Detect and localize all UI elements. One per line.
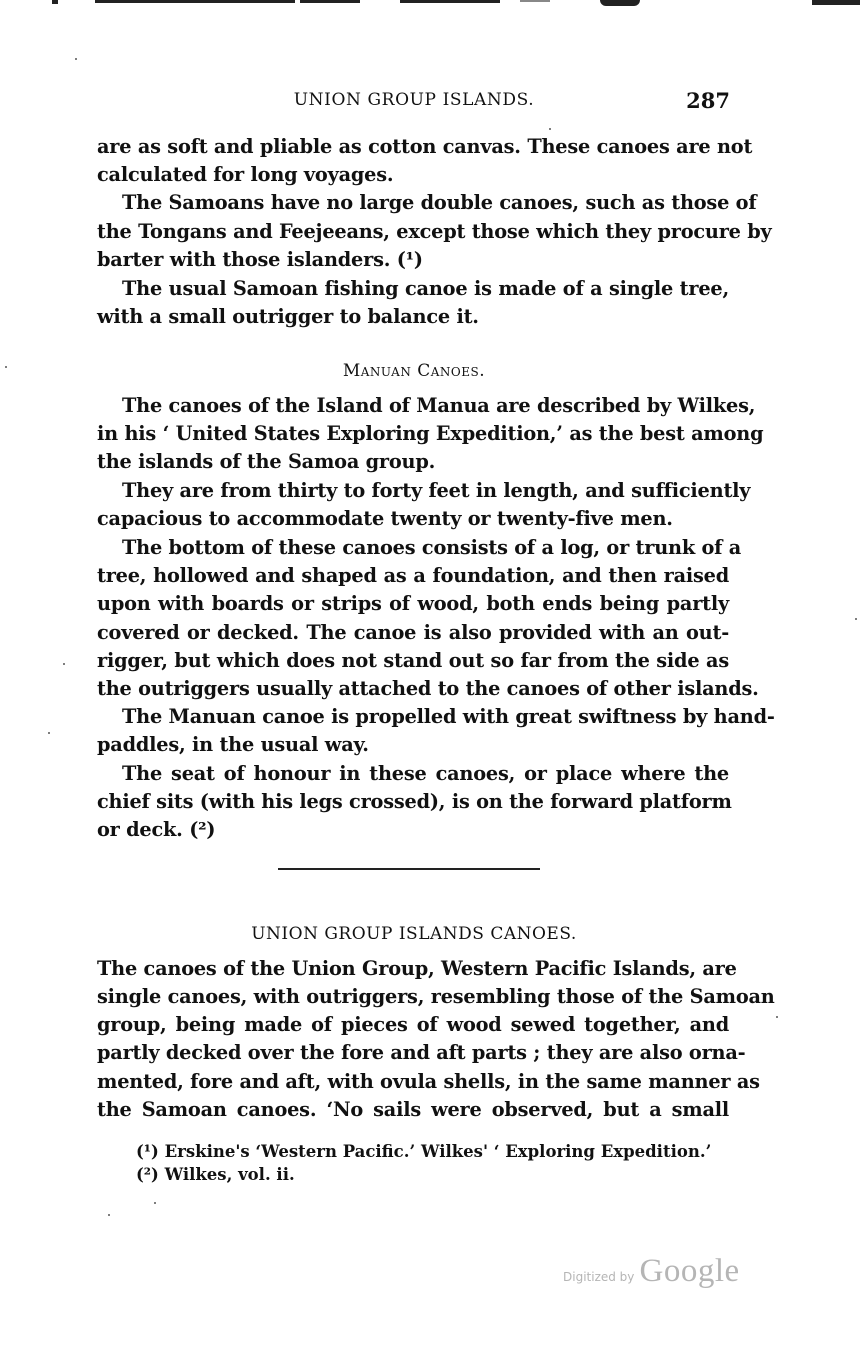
footnote-marker: (¹) xyxy=(136,1142,159,1161)
text-line: The usual Samoan fishing canoe is made of a single tree, xyxy=(122,277,729,300)
scan-speck xyxy=(154,1202,156,1204)
text-line: The bottom of these canoes consists of a log, or trunk of a xyxy=(122,536,742,559)
text-line: partly decked over the fore and aft parts ; they are also orna- xyxy=(97,1041,746,1064)
text-line: the islands of the Samoa group. xyxy=(97,450,436,473)
scan-speck xyxy=(855,618,857,620)
text-line: tree, hollowed and shaped as a foundation, and then raised xyxy=(97,564,729,587)
google-logo-text: Google xyxy=(639,1253,740,1289)
footnote xyxy=(136,1165,295,1184)
footnote-text: Erskine's ‘Western Pacific.’ Wilkes' ‘ Exploring Expedition.’ xyxy=(164,1142,712,1161)
scan-speck xyxy=(549,128,551,130)
footnote xyxy=(136,1142,711,1161)
scan-speck xyxy=(75,58,77,60)
text-line: or deck. (²) xyxy=(97,818,216,841)
scan-speck xyxy=(5,366,7,368)
text-line: rigger, but which does not stand out so far from the side as xyxy=(97,649,729,672)
scan-speck xyxy=(63,663,65,665)
text-line: the outriggers usually attached to the canoes of other islands. xyxy=(97,677,759,700)
text-line: are as soft and pliable as cotton canvas. These canoes are not xyxy=(97,135,753,158)
text-line: They are from thirty to forty feet in length, and sufficiently xyxy=(122,479,751,502)
section-divider-rule xyxy=(278,868,540,870)
running-head: UNION GROUP ISLANDS. xyxy=(293,90,535,110)
page-header xyxy=(96,88,732,116)
text-line: single canoes, with outriggers, resembling those of the Samoan xyxy=(97,985,775,1008)
text-line: in his ‘ United States Exploring Expedition,’ as the best among xyxy=(97,422,764,445)
text-line: chief sits (with his legs crossed), is on the forward platform xyxy=(97,790,732,813)
section-heading: UNION GROUP ISLANDS CANOES. xyxy=(251,924,577,944)
watermark-prefix: Digitized by xyxy=(563,1270,635,1284)
text-line: mented, fore and aft, with ovula shells, in the same manner as xyxy=(97,1070,760,1093)
text-line: The seat of honour in these canoes, or place where the xyxy=(122,762,729,785)
text-line: barter with those islanders. (¹) xyxy=(97,248,423,271)
text-line: with a small outrigger to balance it. xyxy=(97,305,479,328)
text-line: covered or decked. The canoe is also provided with an out- xyxy=(97,621,729,644)
text-line: The Samoans have no large double canoes, such as those of xyxy=(122,191,757,214)
footnote-marker: (²) xyxy=(136,1165,159,1184)
text-line: The canoes of the Union Group, Western Pacific Islands, are xyxy=(97,957,737,980)
text-line: group, being made of pieces of wood sewed together, and xyxy=(97,1013,729,1036)
footnote-text: Wilkes, vol. ii. xyxy=(164,1165,295,1184)
digitized-by-google-watermark xyxy=(563,1253,740,1290)
text-line: the Tongans and Feejeeans, except those which they procure by xyxy=(97,220,772,243)
text-line: The canoes of the Island of Manua are described by Wilkes, xyxy=(122,394,756,417)
text-line: the Samoan canoes. ‘No sails were observed, but a small xyxy=(97,1098,729,1121)
text-line: capacious to accommodate twenty or twenty-five men. xyxy=(97,507,673,530)
text-line: The Manuan canoe is propelled with great swiftness by hand- xyxy=(122,705,775,728)
section-heading: Manuan Canoes. xyxy=(342,361,486,381)
scan-speck xyxy=(776,1016,778,1018)
text-line: upon with boards or strips of wood, both ends being partly xyxy=(97,592,729,615)
scan-edge-artifact xyxy=(0,0,860,6)
scan-speck xyxy=(48,732,50,734)
text-line: calculated for long voyages. xyxy=(97,163,394,186)
scan-speck xyxy=(108,1214,110,1216)
text-line: paddles, in the usual way. xyxy=(97,733,369,756)
page-number: 287 xyxy=(686,88,730,113)
